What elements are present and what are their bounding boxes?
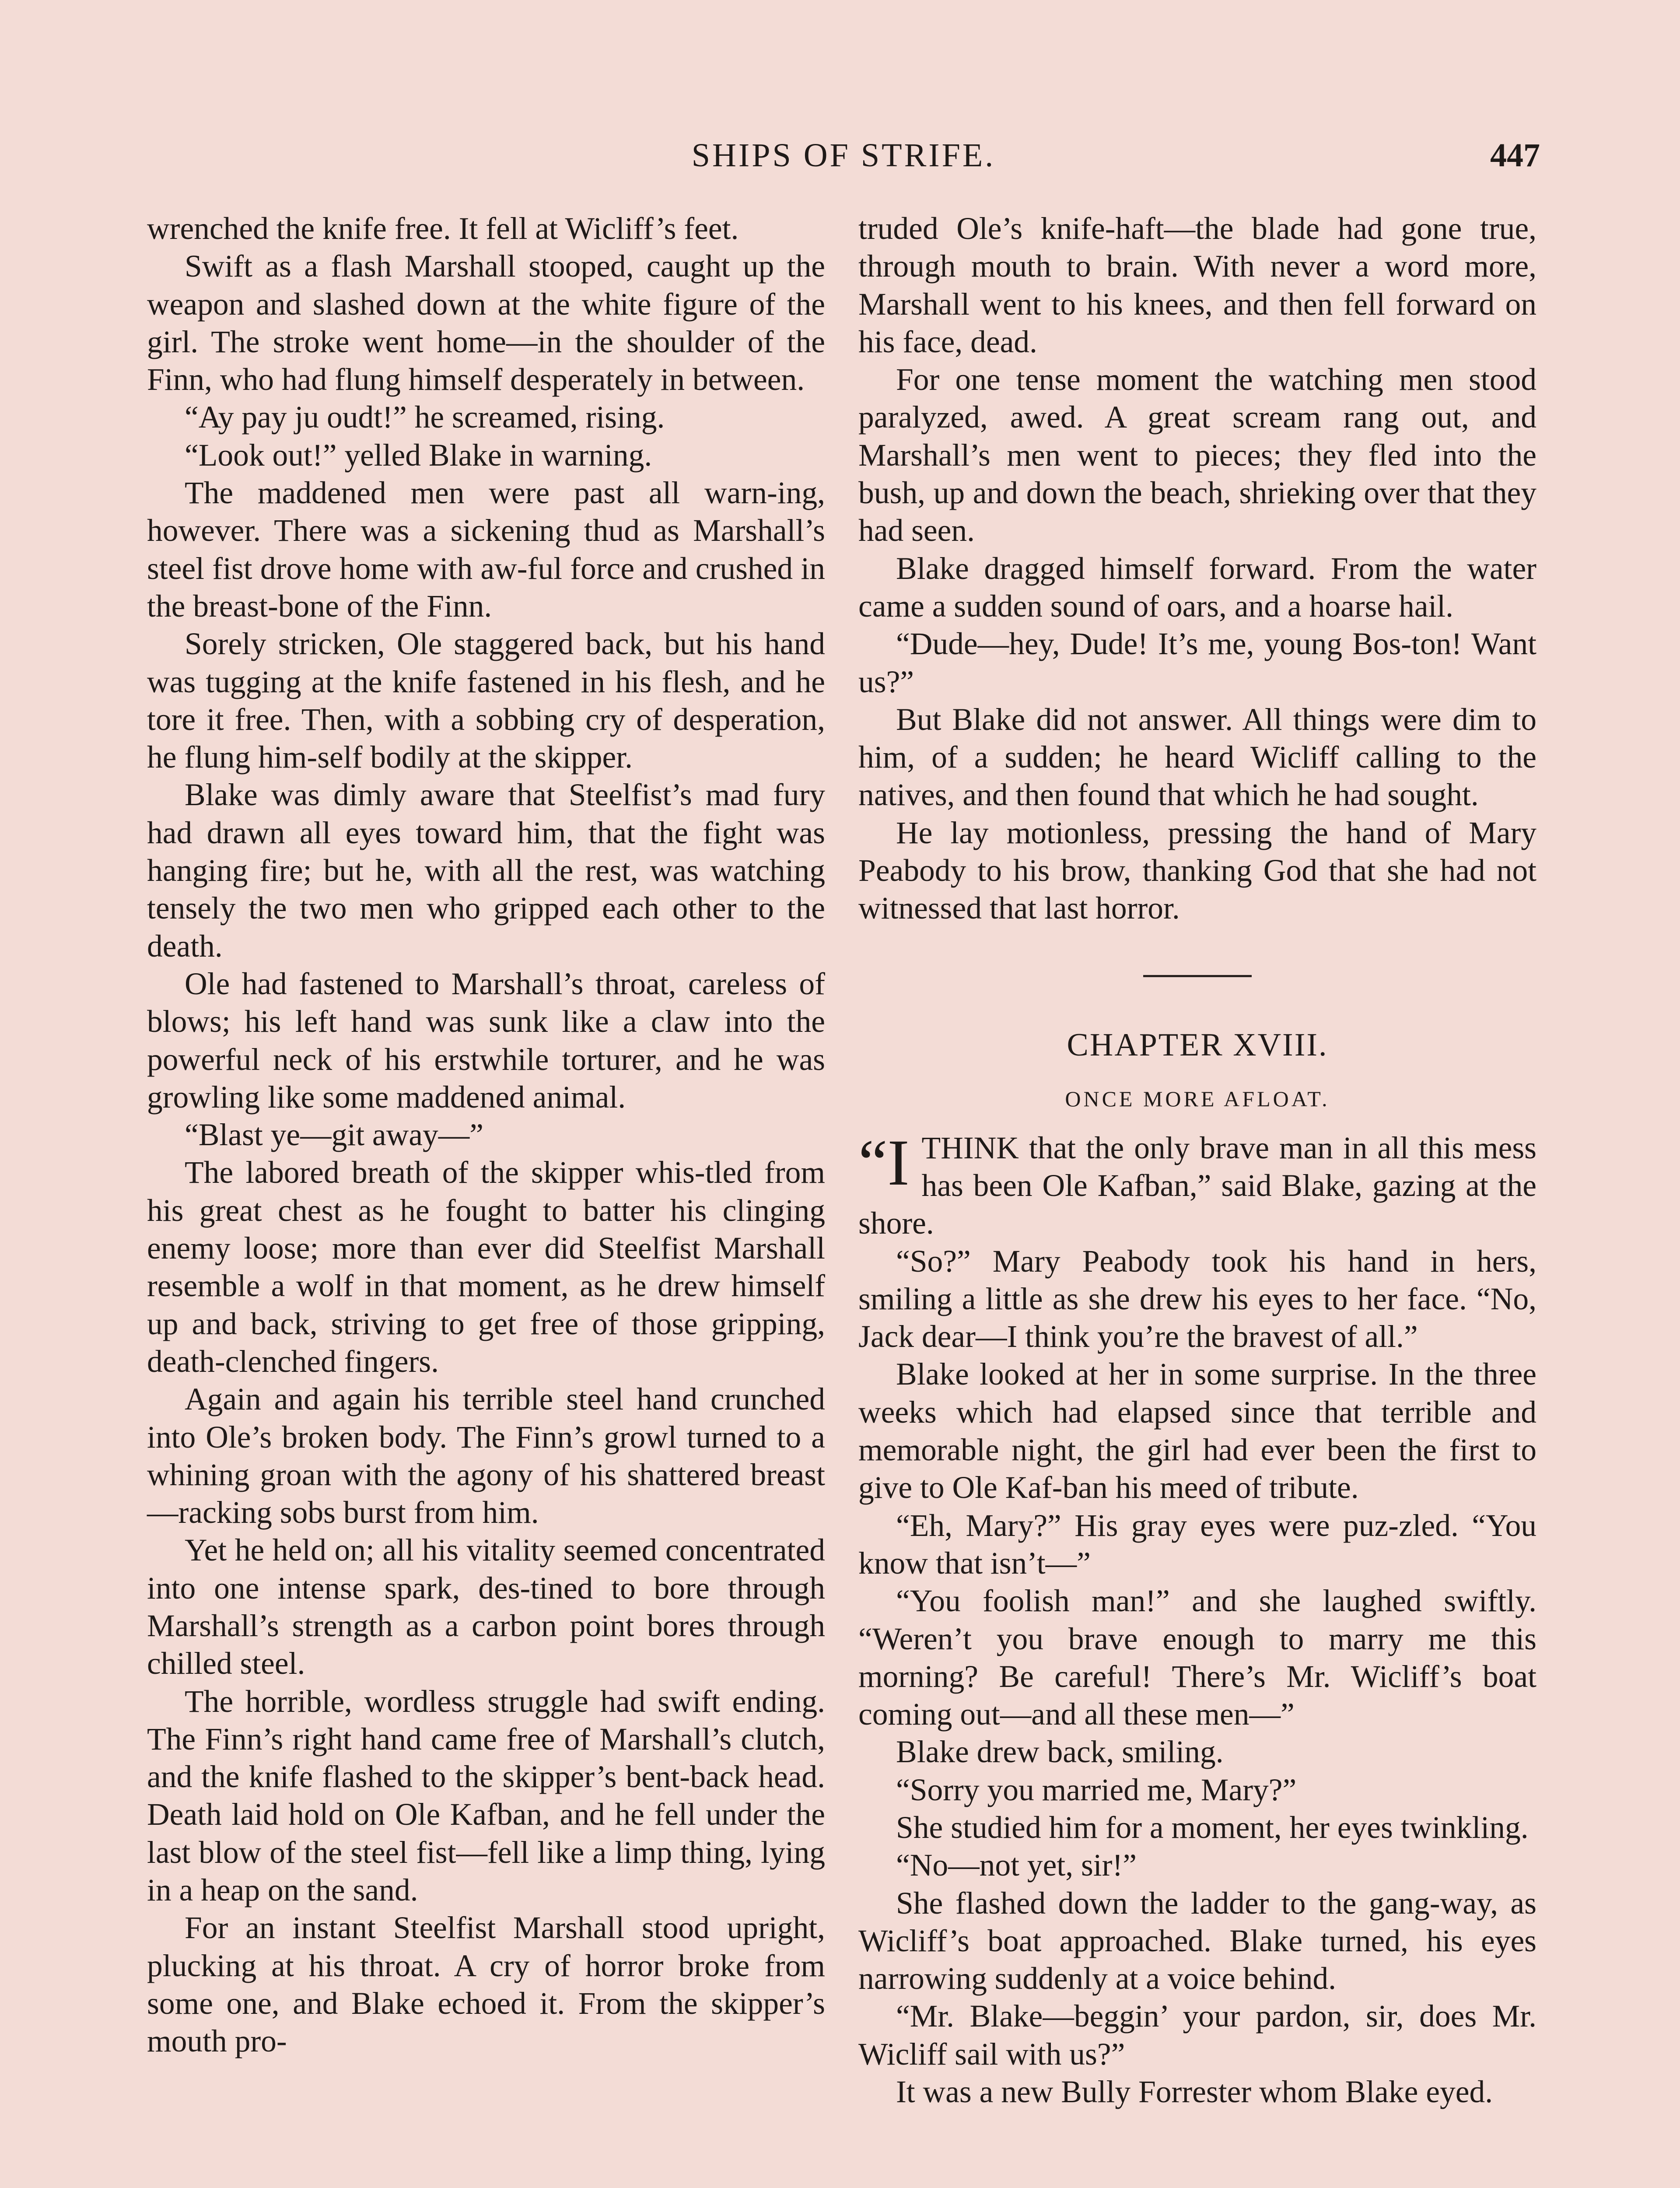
paragraph: “You foolish man!” and she laughed swiftly. “Weren’t you brave enough to marry me this morning? Be careful! There’s Mr. Wicliff’s boat coming out—and all these men—” <box>858 1584 1536 1732</box>
paragraph: Again and again his terrible steel hand crunched into Ole’s broken body. The Finn’s growl turned to a whining groan with the agony of his shattered breast—racking sobs burst from him. <box>147 1382 825 1530</box>
paragraph: “Blast ye—git away—” <box>185 1118 484 1153</box>
chapter-opening-paragraph <box>858 1126 1536 1243</box>
paragraph: The horrible, wordless struggle had swift ending. The Finn’s right hand came free of Marshall’s clutch, and the knife flashed to the skipper’s bent-back head. Death laid hold on Ole Kafban, and he fell under the last blow of the steel fist—fell like a limp thing, lying in a heap on the sand. <box>147 1684 825 1908</box>
paragraph: Swift as a flash Marshall stooped, caught up the weapon and slashed down at the white figure of the girl. The stroke went home—in the shoulder of the Finn, who had flung himself desperately in between. <box>147 249 825 397</box>
chapter-title: CHAPTER XVIII. <box>1067 1027 1328 1063</box>
paragraph: She studied him for a moment, her eyes twinkling. <box>896 1810 1529 1845</box>
right-column <box>858 210 1536 2188</box>
page-number: 447 <box>1490 137 1540 174</box>
paragraph: The maddened men were past all warn-ing, however. There was a sickening thud as Marshall’s steel fist drove home with aw-ful force and crushed in the breast-bone of the Finn. <box>147 476 825 624</box>
paragraph: He lay motionless, pressing the hand of Mary Peabody to his brow, thanking God that she had not witnessed that last horror. <box>858 815 1536 926</box>
paragraph: “Look out!” yelled Blake in warning. <box>185 438 652 473</box>
paragraph: Blake drew back, smiling. <box>896 1735 1224 1770</box>
paragraph: “No—not yet, sir!” <box>896 1848 1137 1883</box>
opening-text: THINK that the only brave man in all this mess has been Ole Kafban,” said Blake, gazing at the shore. <box>858 1130 1536 1241</box>
paragraph: “Eh, Mary?” His gray eyes were puz-zled. “You know that isn’t—” <box>858 1508 1536 1581</box>
paragraph: It was a new Bully Forrester whom Blake eyed. <box>896 2075 1493 2110</box>
paragraph: Blake was dimly aware that Steelfist’s mad fury had drawn all eyes toward him, that the fight was hanging fire; but he, with all the rest, was watching tensely the two men who gripped each other to the death. <box>147 778 825 964</box>
paragraph: She flashed down the ladder to the gang-way, as Wicliff’s boat approached. Blake turned, his eyes narrowing suddenly at a voice behind. <box>858 1886 1536 1996</box>
paragraph: truded Ole’s knife-haft—the blade had gone true, through mouth to brain. With never a word more, Marshall went to his knees, and then fell forward on his face, dead. <box>858 211 1536 359</box>
paragraph: wrenched the knife free. It fell at Wicliff’s feet. <box>147 211 739 246</box>
paragraph: Blake dragged himself forward. From the water came a sudden sound of oars, and a hoarse hail. <box>858 551 1536 624</box>
section-divider <box>1143 975 1252 977</box>
paragraph: “Mr. Blake—beggin’ your pardon, sir, does Mr. Wicliff sail with us?” <box>858 1999 1536 2072</box>
paragraph: Blake looked at her in some surprise. In the three weeks which had elapsed since that terrible and memorable night, the girl had ever been the first to give to Ole Kaf-ban his meed of tribute. <box>858 1357 1536 1505</box>
paragraph: “So?” Mary Peabody took his hand in hers, smiling a little as she drew his eyes to her face. “No, Jack dear—I think you’re the bravest of all.” <box>858 1244 1536 1354</box>
paragraph: The labored breath of the skipper whis-tled from his great chest as he fought to batter his clinging enemy loose; more than ever did Steelfist Marshall resemble a wolf in that moment, as he drew himself up and back, striving to get free of those gripping, death-clenched fingers. <box>147 1155 825 1379</box>
drop-cap: “I <box>858 1126 910 1199</box>
paragraph: “Ay pay ju oudt!” he screamed, rising. <box>185 400 665 435</box>
paragraph: Yet he held on; all his vitality seemed concentrated into one intense spark, des-tined to bore through Marshall’s strength as a carbon point bores through chilled steel. <box>147 1533 825 1681</box>
paragraph: “Sorry you married me, Mary?” <box>896 1772 1297 1807</box>
paragraph: For an instant Steelfist Marshall stood upright, plucking at his throat. A cry of horror broke from some one, and Blake echoed it. From the skipper’s mouth pro- <box>147 1911 825 2059</box>
running-title: SHIPS OF STRIFE. <box>691 137 996 174</box>
paragraph: Ole had fastened to Marshall’s throat, careless of blows; his left hand was sunk like a claw into the powerful neck of his erstwhile torturer, and he was growling like some maddened animal. <box>147 966 825 1115</box>
paragraph: “Dude—hey, Dude! It’s me, young Bos-ton! Want us?” <box>858 627 1536 699</box>
left-column <box>147 210 825 2188</box>
paragraph: Sorely stricken, Ole staggered back, but his hand was tugging at the knife fastened in his flesh, and he tore it free. Then, with a sobbing cry of desperation, he flung him-self bodily at the skipper. <box>147 627 825 775</box>
paragraph: For one tense moment the watching men stood paralyzed, awed. A great scream rang out, and Marshall’s men went to pieces; they fled into the bush, up and down the beach, shrieking over that they had seen. <box>858 362 1536 548</box>
running-head <box>147 131 1540 179</box>
chapter-subtitle: ONCE MORE AFLOAT. <box>1065 1086 1330 1111</box>
paragraph: But Blake did not answer. All things were dim to him, of a sudden; he heard Wicliff calling to the natives, and then found that which he had sought. <box>858 702 1536 813</box>
